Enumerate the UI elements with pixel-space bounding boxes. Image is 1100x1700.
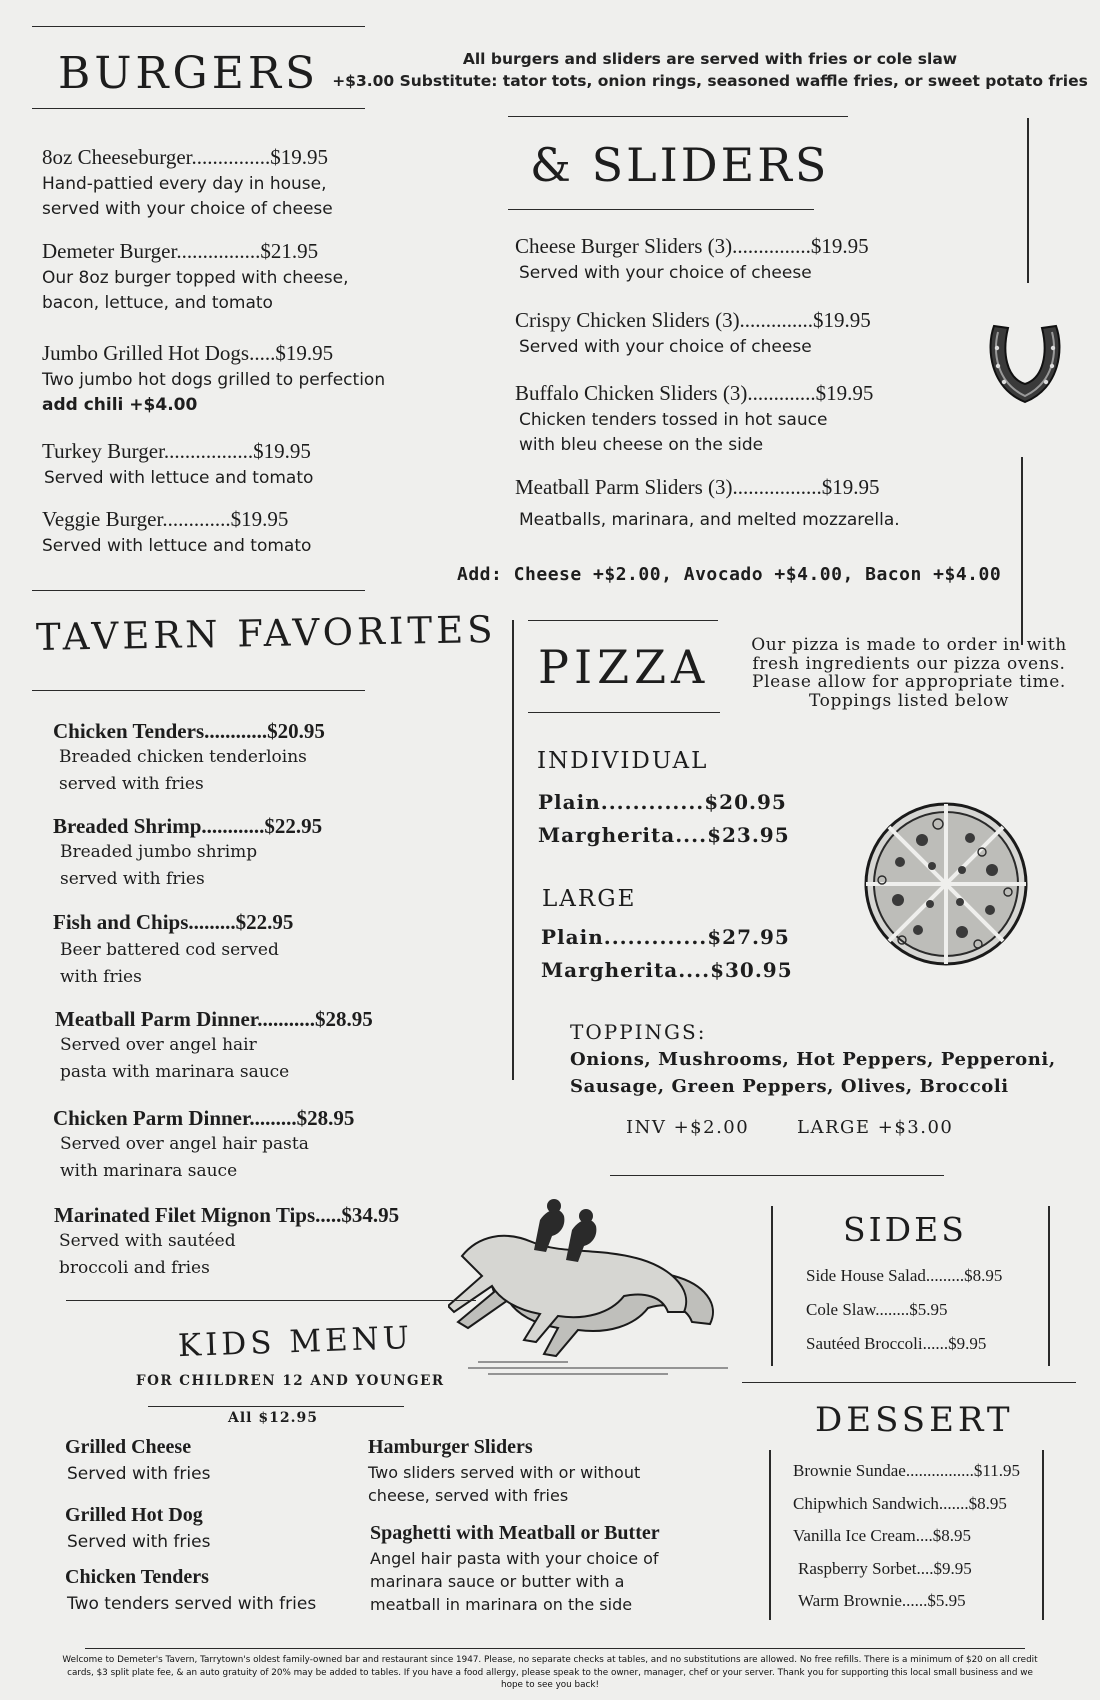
pizza-individual-label: INDIVIDUAL	[537, 748, 709, 774]
item-name: Chicken Tenders	[65, 1566, 209, 1588]
pizza-title: PIZZA	[538, 640, 710, 694]
footer-note	[20, 1654, 1080, 1692]
item-name: Grilled Cheese	[65, 1436, 192, 1458]
list-item	[53, 909, 293, 991]
divider	[148, 1406, 404, 1407]
footer-line: cards, $3 split plate fee, & an auto gratuity of 20% may be added to tables. If you have a food allergy, please speak to the owner, manager, chef or your server. Thank you for supporting this local small business and we	[67, 1667, 1033, 1678]
list-item	[42, 506, 311, 559]
item-desc: Served with lettuce and tomato	[42, 536, 312, 556]
list-item: Sautéed Broccoli......$9.95	[806, 1334, 987, 1353]
pizza-large-label: LARGE	[542, 886, 637, 912]
item-desc: Served with lettuce and tomato	[44, 468, 314, 488]
item-desc: Hand-pattied every day in house,	[42, 174, 327, 194]
vertical-divider	[1021, 457, 1023, 645]
item-desc: with marinara sauce	[60, 1161, 238, 1181]
list-item	[53, 718, 325, 798]
item-desc: Breaded jumbo shrimp	[60, 842, 258, 862]
burgers-note-line1: All burgers and sliders are served with fries or cole slaw	[462, 50, 958, 68]
item-desc: with bleu cheese on the side	[519, 435, 764, 455]
list-item	[42, 238, 349, 316]
item-desc: Served with fries	[67, 1532, 211, 1552]
vertical-divider	[1048, 1206, 1050, 1366]
item-name: Veggie Burger.............$19.95	[42, 507, 289, 531]
pizza-illustration	[862, 800, 1030, 968]
pizza-note	[730, 636, 1088, 710]
kids-price: All $12.95	[228, 1410, 318, 1426]
item-desc: pasta with marinara sauce	[60, 1062, 290, 1082]
divider	[742, 1382, 1076, 1383]
list-item	[53, 813, 322, 893]
item-desc: Served with your choice of cheese	[519, 263, 812, 283]
pizza-individual-list	[538, 786, 790, 852]
toppings-line: Sausage, Green Peppers, Olives, Broccoli	[570, 1076, 1009, 1097]
item-desc: Two jumbo hot dogs grilled to perfection	[42, 370, 386, 390]
horseshoe-icon	[984, 318, 1066, 410]
item-name: Crispy Chicken Sliders (3)..............$19.95	[515, 308, 871, 332]
item-name: Chicken Parm Dinner.........$28.95	[53, 1106, 355, 1130]
dessert-list	[793, 1455, 1033, 1618]
item-desc: bacon, lettuce, and tomato	[42, 293, 273, 313]
divider	[32, 690, 365, 691]
kids-subtitle: FOR CHILDREN 12 AND YOUNGER	[136, 1373, 445, 1389]
sides-title: SIDES	[843, 1210, 967, 1249]
list-item	[515, 474, 900, 533]
item-name: Fish and Chips.........$22.95	[53, 910, 294, 934]
list-item: Warm Brownie......$5.95	[798, 1591, 966, 1610]
toppings-list	[570, 1046, 1056, 1100]
list-item: Vanilla Ice Cream....$8.95	[793, 1526, 971, 1545]
divider	[32, 26, 365, 27]
item-name: Meatball Parm Dinner...........$28.95	[55, 1007, 373, 1031]
list-item	[370, 1520, 660, 1616]
item-desc: Meatballs, marinara, and melted mozzarella.	[519, 510, 900, 530]
list-item	[53, 1105, 354, 1185]
item-desc: Angel hair pasta with your choice of	[370, 1549, 659, 1568]
item-desc: Served over angel hair pasta	[60, 1134, 309, 1154]
list-item	[42, 340, 385, 418]
list-item: Chipwhich Sandwich.......$8.95	[793, 1493, 1007, 1513]
item-desc: Beer battered cod served	[60, 940, 279, 960]
pizza-note-line: Our pizza is made to order in with	[751, 635, 1067, 655]
item-name: Hamburger Sliders	[368, 1436, 533, 1458]
sides-list	[806, 1259, 1046, 1361]
divider	[32, 590, 365, 591]
burgers-note-line2: +$3.00 Substitute: tator tots, onion rings, seasoned waffle fries, or sweet potato fries	[332, 72, 1088, 90]
item-name: Cheese Burger Sliders (3)...............$19.95	[515, 234, 869, 258]
pizza-large-list	[541, 921, 793, 987]
topping-price-individual: INV +$2.00	[626, 1117, 750, 1138]
item-name: 8oz Cheeseburger...............$19.95	[42, 145, 328, 169]
item-name: Grilled Hot Dog	[65, 1504, 203, 1526]
divider	[32, 108, 365, 109]
burgers-note	[330, 48, 1090, 92]
item-desc: Two tenders served with fries	[67, 1594, 317, 1614]
list-item	[42, 438, 313, 491]
list-item: Plain.............$27.95	[541, 925, 790, 949]
item-desc: served with your choice of cheese	[42, 199, 333, 219]
sliders-addons: Add: Cheese +$2.00, Avocado +$4.00, Bacon +$4.00	[457, 564, 1002, 585]
tavern-title: TAVERN FAVORITES	[35, 607, 497, 660]
divider	[508, 116, 848, 117]
item-desc: Served over angel hair	[60, 1035, 257, 1055]
toppings-line: Onions, Mushrooms, Hot Peppers, Pepperoni,	[570, 1049, 1056, 1070]
list-item: Plain.............$20.95	[538, 790, 787, 814]
item-desc: Served with fries	[67, 1464, 211, 1484]
item-desc: Served with your choice of cheese	[519, 337, 812, 357]
list-item	[515, 380, 873, 458]
item-desc: broccoli and fries	[59, 1258, 210, 1278]
dessert-title: DESSERT	[815, 1400, 1014, 1440]
footer-line: hope to see you back!	[501, 1680, 599, 1690]
item-desc: Chicken tenders tossed in hot sauce	[519, 410, 828, 430]
list-item	[65, 1502, 210, 1555]
item-desc: Our 8oz burger topped with cheese,	[42, 268, 349, 288]
list-item	[53, 1006, 373, 1086]
item-desc: served with fries	[59, 774, 204, 794]
item-desc: Served with sautéed	[59, 1231, 236, 1251]
divider	[66, 1300, 476, 1301]
list-item: Margherita....$23.95	[538, 823, 790, 847]
horse-racing-illustration	[448, 1196, 750, 1382]
vertical-divider	[1042, 1450, 1044, 1620]
pizza-note-line: fresh ingredients our pizza ovens.	[752, 653, 1066, 674]
divider	[508, 209, 814, 210]
item-name: Spaghetti with Meatball or Butter	[370, 1522, 660, 1544]
item-desc: with fries	[60, 967, 142, 987]
divider	[528, 712, 720, 713]
item-desc: meatball in marinara on the side	[370, 1595, 633, 1614]
topping-price-large: LARGE +$3.00	[797, 1117, 954, 1138]
divider	[610, 1175, 944, 1176]
item-name: Buffalo Chicken Sliders (3).............$19.95	[515, 381, 874, 405]
list-item	[42, 144, 333, 222]
footer-line: Welcome to Demeter's Tavern, Tarrytown's oldest family-owned bar and restaurant since 1947. Please, no separate checks at tables, and no substitutions are allowed. No free refills. There is a minimum of $20 on all credit	[62, 1655, 1038, 1665]
toppings-label: TOPPINGS:	[570, 1020, 707, 1044]
item-name: Meatball Parm Sliders (3).................$19.95	[515, 475, 880, 499]
item-name: Breaded Shrimp............$22.95	[53, 814, 323, 838]
list-item	[515, 233, 869, 286]
vertical-divider	[769, 1450, 771, 1620]
list-item: Side House Salad.........$8.95	[806, 1266, 1003, 1285]
item-desc: Two sliders served with or without	[368, 1463, 641, 1482]
divider	[85, 1648, 1025, 1649]
item-desc: add chili +$4.00	[42, 395, 198, 415]
vertical-divider	[512, 620, 514, 1080]
item-name: Jumbo Grilled Hot Dogs.....$19.95	[42, 341, 334, 365]
item-name: Chicken Tenders............$20.95	[53, 719, 325, 743]
item-name: Turkey Burger.................$19.95	[42, 439, 311, 463]
pizza-note-line: Toppings listed below	[809, 690, 1009, 711]
vertical-divider	[1027, 118, 1029, 283]
item-desc: Breaded chicken tenderloins	[59, 747, 307, 767]
list-item	[368, 1434, 640, 1507]
list-item	[65, 1564, 316, 1617]
kids-title: KIDS MENU	[177, 1319, 414, 1365]
list-item: Cole Slaw........$5.95	[806, 1300, 948, 1319]
list-item	[65, 1434, 210, 1487]
sliders-title: & SLIDERS	[530, 138, 830, 192]
list-item: Brownie Sundae................$11.95	[793, 1461, 1020, 1480]
item-desc: served with fries	[60, 869, 205, 889]
list-item	[53, 1202, 399, 1282]
list-item: Raspberry Sorbet....$9.95	[798, 1558, 972, 1578]
burgers-title: BURGERS	[58, 48, 320, 99]
item-name: Demeter Burger................$21.95	[42, 239, 319, 263]
pizza-note-line: Please allow for appropriate time.	[752, 672, 1066, 692]
vertical-divider	[771, 1206, 773, 1366]
item-desc: cheese, served with fries	[368, 1486, 569, 1505]
item-name: Marinated Filet Mignon Tips.....$34.95	[54, 1203, 400, 1227]
list-item: Margherita....$30.95	[541, 958, 793, 982]
list-item	[515, 307, 871, 360]
divider	[528, 620, 718, 621]
item-desc: marinara sauce or butter with a	[370, 1572, 625, 1591]
